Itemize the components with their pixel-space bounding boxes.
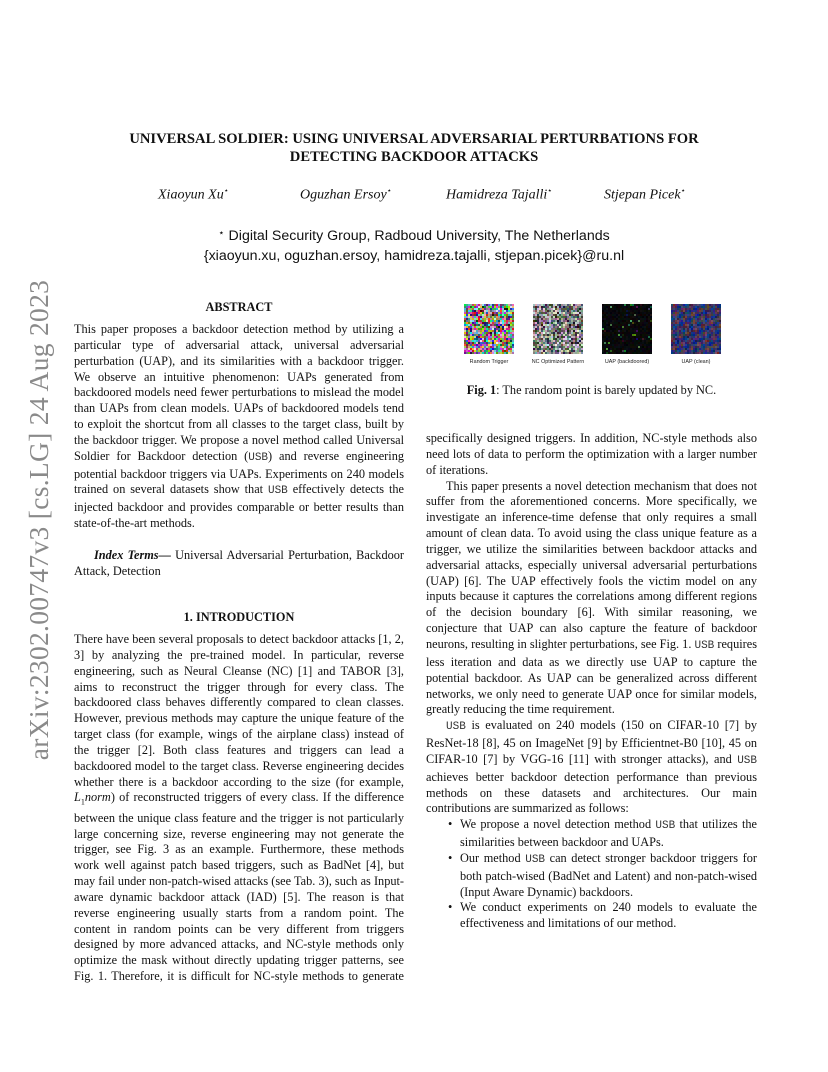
panel-label-nc-optimized: NC Optimized Pattern bbox=[531, 359, 585, 365]
index-terms: Index Terms— Universal Adversarial Perturbation, Backdoor Attack, Detection bbox=[74, 547, 404, 578]
uap-clean-image bbox=[671, 304, 721, 354]
panel-label-uap-backdoored: UAP (backdoored) bbox=[604, 359, 650, 365]
figure-1-caption: Fig. 1: The random point is barely updated by NC. bbox=[466, 383, 717, 397]
left-column bbox=[74, 322, 404, 580]
intro-paragraph-1: There have been several proposals to detect backdoor attacks [1, 2, 3] by analyzing the pre-trained model. In particular, reverse engineering, such as Neural Cleanse (NC) [1] and TABOR [3], aims to reconstruct the trigger through for every class. The backdoored class behaves differently compared to clean classes. However, previous methods may capture the unique feature of the target class (for example, wings of the airplane class) instead of the trigger [2]. Both class features and triggers can lead a backdoored model to the target class. Reverse engineering decides whether there is a backdoor according to the size (for example, $L_1norm$) of reconstructed triggers of every class. If the difference between the unique class feature and the trigger is not particularly large concerning size, reverse engineering may not generate the trigger, see Fig. 3 as an example. Furthermore, these methods work well against patch based triggers, such as BadNet [4], but may fail under non-patch-wised attacks (see Tab. 3), such as Input-aware dynamic backdoor attack (IAD) [5]. The reason is that reverse engineering usually starts from a random point. The content in random points can be very different from triggers designed by more advanced attacks, and NC-style methods only optimize the mask without directly updating trigger patterns, see Fig. 1. Therefore, it is difficult for NC-style methods to generate bbox=[74, 632, 404, 984]
contribution-3: • We conduct experiments on 240 models to evaluate the effectiveness and limitations of our method. bbox=[460, 900, 757, 932]
paper-title bbox=[74, 130, 754, 166]
author-1: Xiaoyun Xu⋆ bbox=[158, 186, 229, 203]
panel-label-random-trigger: Random Trigger bbox=[469, 359, 509, 365]
intro-paragraph-1-continued: specifically designed triggers. In addition, NC-style methods also need lots of data to perform the optimization with a larger number of iterations. bbox=[426, 431, 757, 477]
abstract-text: This paper proposes a backdoor detection method by utilizing a particular type of adversarial attack, universal adversarial perturbation (UAP), and its similarities with a backdoor trigger. We observe an intuitive phenomenon: UAPs generated from backdoored models need fewer perturbations to mislead the model than UAPs from clean models. UAPs of backdoored models tend to exploit the shortcut from all classes to the target class, built by the backdoor trigger. We propose a novel method called Universal Soldier for Backdoor detection (USB) and reverse engineering potential backdoor triggers via UAPs. Experiments on 240 models trained on several datasets show that USB effectively detects the injected backdoor and provides comparable or better results than state-of-the-art methods. bbox=[74, 322, 405, 531]
intro-paragraph-2: This paper presents a novel detection mechanism that does not suffer from the aforementioned concerns. More specifically, we investigate an inference-time defense that only requires a small amount of clean data. To avoid using the class unique feature as a trigger, we utilize the similarities between backdoor attacks and adversarial attacks, especially universal adversarial perturbations (UAP) [6]. The UAP effectively fools the victim model on any inputs because it captures the correlations among different regions of the decision boundary [6]. With similar reasoning, we conjecture that UAP can also capture the feature of backdoor neurons, resulting in slighter perturbations, see Fig. 1. USB requires less iteration and data as we directly use UAP to capture the potential backdoor. As UAP can be generalized across different networks, we only need to generate UAP once for similar models, greatly reducing the time requirement. bbox=[426, 478, 757, 717]
uap-backdoored-image bbox=[602, 304, 652, 354]
author-emails: {xiaoyun.xu, oguzhan.ersoy, hamidreza.tajalli, stjepan.picek}@ru.nl bbox=[203, 247, 625, 264]
paper-title-line-1: UNIVERSAL SOLDIER: USING UNIVERSAL ADVERSARIAL PERTURBATIONS FOR bbox=[129, 131, 699, 147]
norm-symbol: $L_1norm$ bbox=[74, 790, 111, 807]
author-3-mark: ⋆ bbox=[547, 186, 553, 195]
right-column bbox=[426, 430, 757, 990]
random-trigger-image bbox=[464, 304, 514, 354]
intro-paragraph-3: USB is evaluated on 240 models (150 on CIFAR-10 [7] by ResNet-18 [8], 45 on ImageNet [9] by Efficientnet-B0 [10], 45 on CIFAR-10 [7] by VGG-16 [11] with stronger attacks), and USB achieves better backdoor detection performance than previous methods on these datasets and architectures. Our main contributions are summarized as follows: bbox=[426, 718, 757, 816]
author-2: Oguzhan Ersoy⋆ bbox=[300, 186, 392, 203]
contribution-1: • We propose a novel detection method USB that utilizes the similarities between backdoor and UAPs. bbox=[460, 817, 757, 851]
panel-label-uap-clean: UAP (clean) bbox=[681, 359, 711, 365]
author-4: Stjepan Picek⋆ bbox=[604, 186, 686, 203]
abstract-heading: ABSTRACT bbox=[205, 300, 273, 314]
arxiv-identifier-text: arXiv:2302.00747v3 [cs.LG] 24 Aug 2023 bbox=[23, 279, 54, 761]
author-3: Hamidreza Tajalli⋆ bbox=[446, 186, 553, 203]
nc-optimized-pattern-image bbox=[533, 304, 583, 354]
contribution-2: • Our method USB can detect stronger backdoor triggers for both patch-wised (BadNet and Latent) and non-patch-wised (Input Aware Dynamic) backdoors. bbox=[460, 851, 757, 901]
affiliation-block bbox=[74, 224, 754, 266]
introduction-heading: 1. INTRODUCTION bbox=[183, 610, 295, 624]
contributions-list bbox=[426, 817, 757, 932]
intro-text-left bbox=[74, 632, 404, 984]
affiliation: ⋆ Digital Security Group, Radboud University, The Netherlands bbox=[218, 228, 610, 244]
figure-1 bbox=[426, 298, 757, 408]
paper-title-line-2: DETECTING BACKDOOR ATTACKS bbox=[289, 149, 539, 165]
author-2-mark: ⋆ bbox=[386, 186, 392, 195]
arxiv-identifier bbox=[14, 270, 64, 770]
affiliation-mark: ⋆ bbox=[218, 228, 225, 239]
index-terms-label: Index Terms— bbox=[94, 547, 171, 562]
author-1-mark: ⋆ bbox=[223, 186, 229, 195]
author-4-mark: ⋆ bbox=[680, 186, 686, 195]
